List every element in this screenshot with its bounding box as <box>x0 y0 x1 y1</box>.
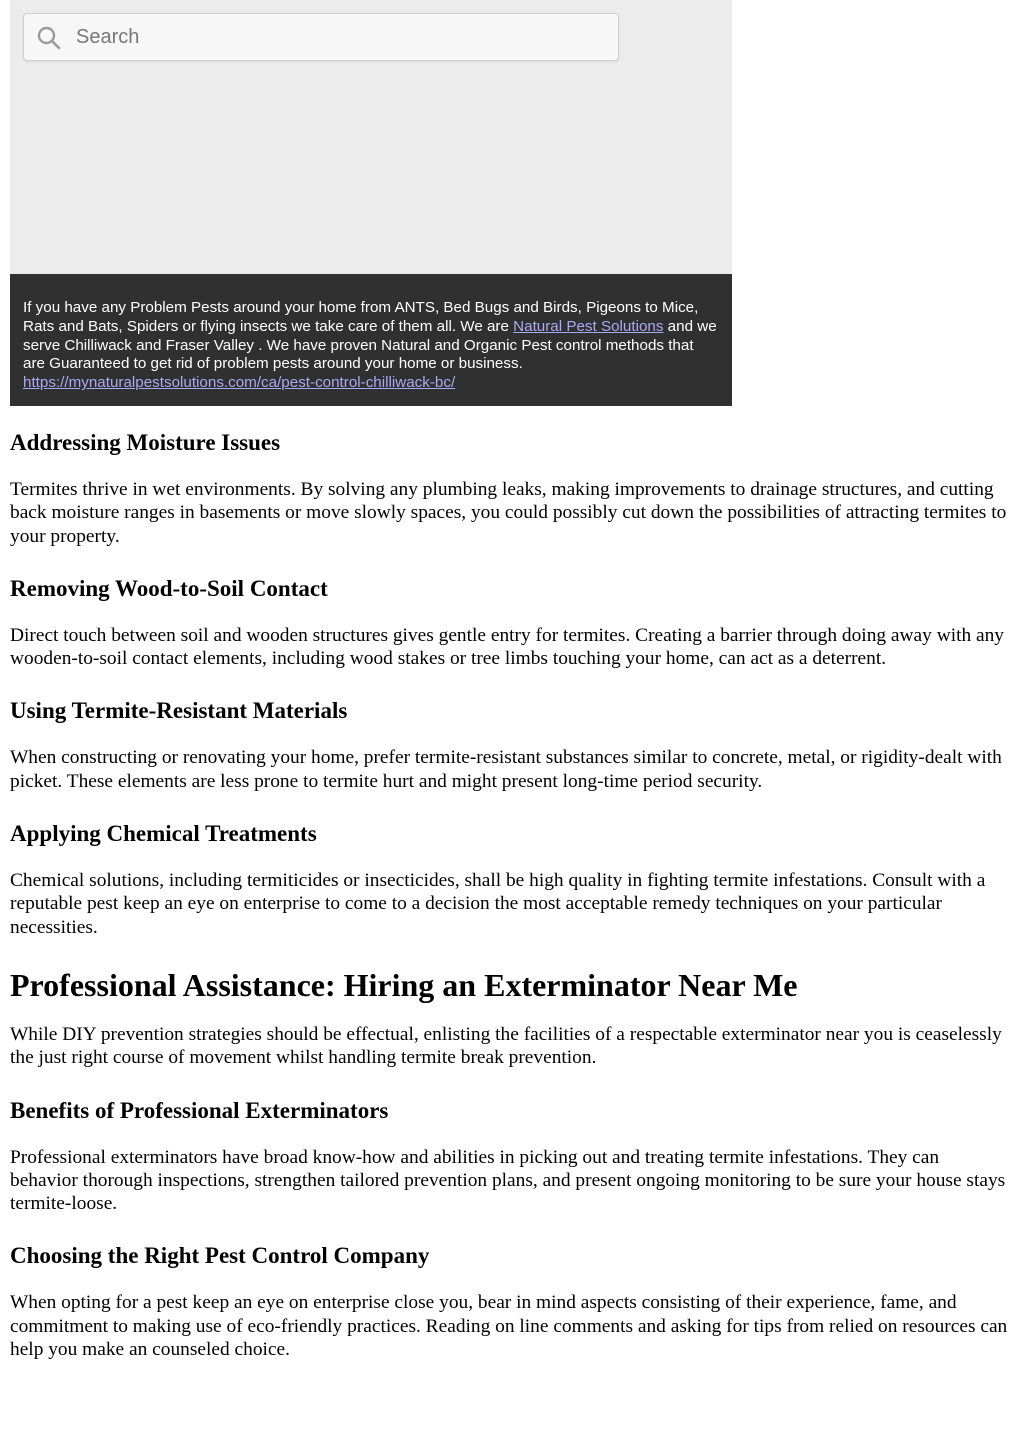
section-paragraph: When constructing or renovating your home, prefer termite-resistant substances similar to concrete, metal, or rigidity-dealt with picket. These elements are less prone to termite hurt and might present long-time period security. <box>10 747 1002 792</box>
article-content <box>10 428 1008 1387</box>
section-paragraph: Direct touch between soil and wooden structures gives gentle entry for termites. Creating a barrier through doing away with any wooden-to-soil contact elements, including wood stakes or tree limbs touching your home, can act as a deterrent. <box>10 624 1005 670</box>
section-heading: Choosing the Right Pest Control Company <box>10 1243 430 1269</box>
section-paragraph: Termites thrive in wet environments. By solving any plumbing leaks, making improvements to drainage structures, and cutting back moisture ranges in basements or move slowly spaces, you could possibly cut down the possibilities of attracting termites to your property. <box>10 479 1007 547</box>
section-paragraph: Chemical solutions, including termiticides or insecticides, shall be high quality in fighting termite infestations. Consult with a reputable pest keep an eye on enterprise to come to a decision the most acceptable remedy techniques on your particular necessities. <box>10 870 986 938</box>
caption-url-link[interactable]: https://mynaturalpestsolutions.com/ca/pest-control-chilliwack-bc/ <box>23 374 456 392</box>
map-embed <box>10 0 732 406</box>
section-heading: Removing Wood-to-Soil Contact <box>10 575 328 601</box>
section-heading: Applying Chemical Treatments <box>10 821 317 847</box>
search-box[interactable] <box>23 13 619 61</box>
major-heading: Professional Assistance: Hiring an Exterminator Near Me <box>10 966 798 1003</box>
section-paragraph: When opting for a pest keep an eye on enterprise close you, bear in mind aspects consisting of their experience, fame, and commitment to making use of eco-friendly practices. Reading on line comments and asking for tips from relied on resources can help you make an counseled choice. <box>10 1292 1008 1361</box>
section-paragraph: While DIY prevention strategies should be effectual, enlisting the facilities of a respectable exterminator near you is ceaselessly the just right course of movement whilst handling termite break prevention. <box>10 1023 1002 1069</box>
embed-caption <box>10 274 732 406</box>
caption-text-continued: and we serve Chilliwack and Fraser Valley . We have proven Natural and Organic Pest control methods that are Guaranteed to get rid of problem pests around your home or business. <box>23 317 717 373</box>
caption-text: If you have any Problem Pests around your home from ANTS, Bed Bugs and Birds, Pigeons to Mice, Rats and Bats, Spiders or flying insects we take care of them all. We are <box>23 299 699 335</box>
natural-pest-solutions-link[interactable]: Natural Pest Solutions <box>513 317 664 335</box>
search-icon <box>36 25 62 51</box>
section-heading: Using Termite-Resistant Materials <box>10 698 348 724</box>
section-paragraph: Professional exterminators have broad know-how and abilities in picking out and treating termite infestations. They can behavior thorough inspections, strengthen tailored prevention plans, and present ongoing monitoring to be sure your house stays termite-loose. <box>10 1146 1006 1215</box>
section-heading: Addressing Moisture Issues <box>10 430 281 455</box>
section-heading: Benefits of Professional Exterminators <box>10 1097 389 1123</box>
search-input[interactable] <box>76 14 606 60</box>
